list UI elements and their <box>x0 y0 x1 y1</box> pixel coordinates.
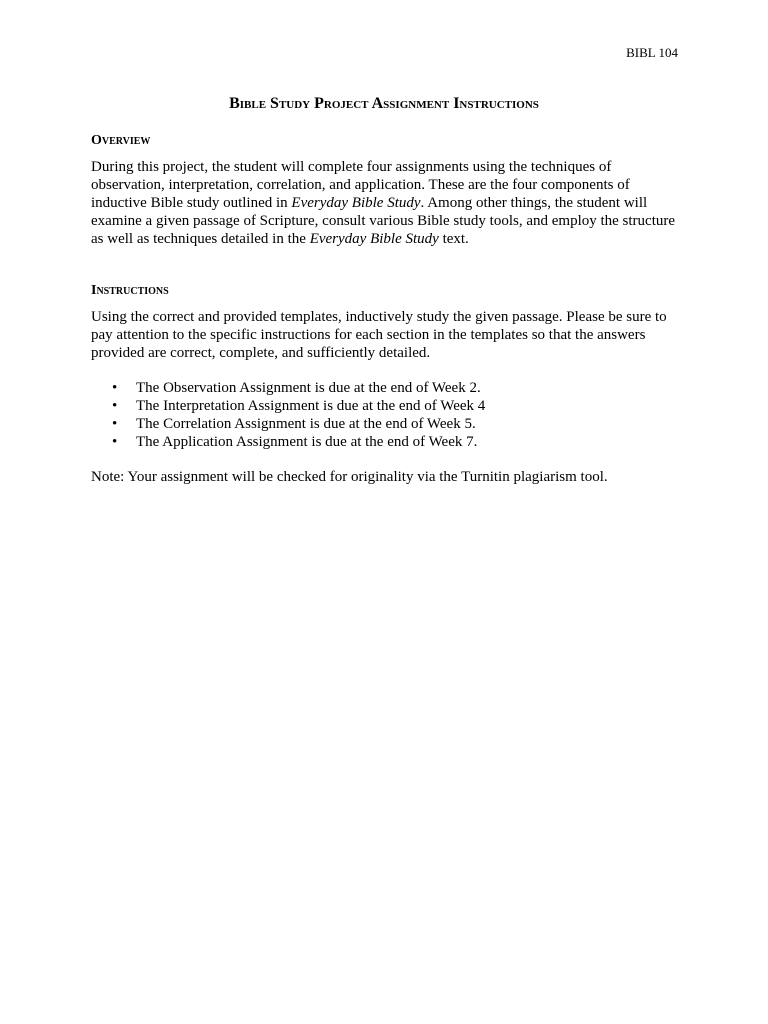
document-title: Bible Study Project Assignment Instructions <box>229 95 539 112</box>
list-item-text: The Interpretation Assignment is due at the end of Week 4 <box>136 398 486 414</box>
list-item <box>91 415 485 433</box>
list-item-text: The Observation Assignment is due at the end of Week 2. <box>136 380 481 396</box>
book-title: Everyday Bible Study <box>309 231 439 247</box>
course-code: BIBL 104 <box>626 45 678 60</box>
bullet-icon: • <box>112 380 118 396</box>
bullet-icon: • <box>112 416 118 432</box>
instructions-paragraph: Using the correct and provided templates, inductively study the given passage. Please be sure to pay attention to the specific instructions for each section in the templates so that the answers provided are correct, complete, and sufficiently detailed. <box>91 309 667 361</box>
instructions-heading: Instructions <box>91 283 169 298</box>
overview-text-part: text. <box>438 231 469 247</box>
list-item <box>91 379 485 397</box>
bullet-icon: • <box>112 398 118 414</box>
overview-text-part: . Among other things, the student will examine a given passage of Scripture, consult various Bible study tools, and employ the structure as well as techniques detailed in the <box>91 195 676 247</box>
overview-text-part: During this project, the student will complete four assignments using the techniques of observation, interpretation, correlation, and application. These are the four components of inductive Bible study outlined in <box>91 159 630 211</box>
bullet-icon: • <box>112 434 118 450</box>
list-item <box>91 433 485 451</box>
overview-heading: Overview <box>91 133 151 148</box>
book-title: Everyday Bible Study <box>291 195 421 211</box>
originality-note: Note: Your assignment will be checked for originality via the Turnitin plagiarism tool. <box>91 469 608 485</box>
due-dates-list <box>91 379 485 451</box>
list-item-text: The Application Assignment is due at the end of Week 7. <box>136 434 478 450</box>
overview-paragraph <box>91 158 683 248</box>
list-item <box>91 397 485 415</box>
list-item-text: The Correlation Assignment is due at the end of Week 5. <box>136 416 476 432</box>
